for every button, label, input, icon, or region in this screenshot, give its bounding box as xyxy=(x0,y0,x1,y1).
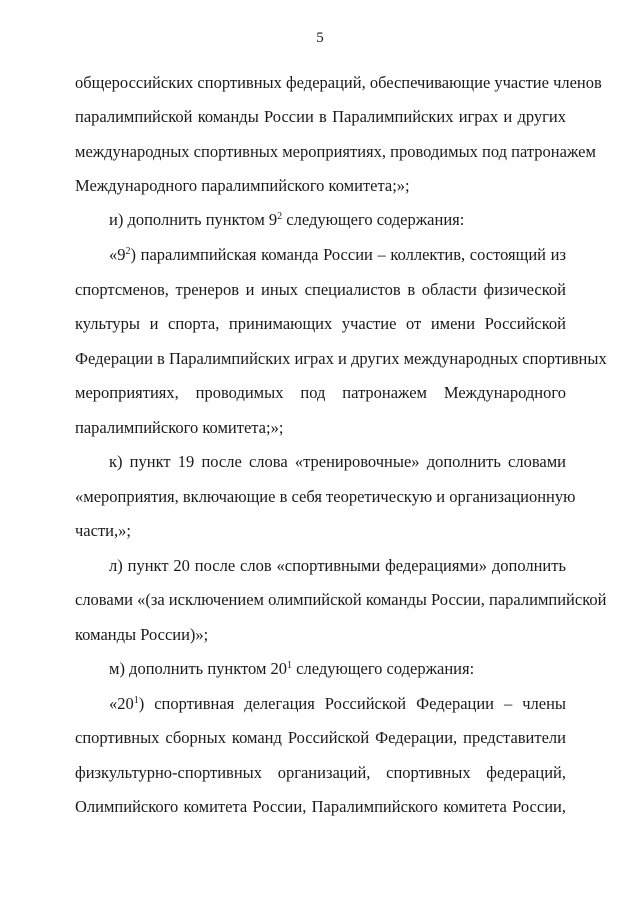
text-line: международных спортивных мероприятиях, проводимых под патронажем xyxy=(75,142,596,161)
text-fragment: ) паралимпийская команда России – коллектив, состоящий из xyxy=(130,245,566,264)
text-fragment: «9 xyxy=(109,245,126,264)
text-line: «мероприятия, включающие в себя теоретическую и организационную xyxy=(75,487,576,506)
text-line-item-i xyxy=(109,210,566,230)
text-line: физкультурно-спортивных организаций, спортивных федераций, xyxy=(75,763,566,782)
text-fragment: и) дополнить пунктом 9 xyxy=(109,210,278,229)
superscript: 2 xyxy=(277,211,283,222)
text-line: Олимпийского комитета России, Паралимпийского комитета России, xyxy=(75,797,566,816)
text-line: Федерации в Паралимпийских играх и других международных спортивных xyxy=(75,349,607,368)
text-line-item-m xyxy=(109,659,566,679)
text-line: культуры и спорта, принимающих участие от имени Российской xyxy=(75,314,566,333)
text-fragment: м) дополнить пунктом 20 xyxy=(109,659,288,678)
text-line: общероссийских спортивных федераций, обеспечивающие участие членов xyxy=(75,73,602,92)
text-line: паралимпийского комитета;»; xyxy=(75,418,284,437)
text-line: Международного паралимпийского комитета;»; xyxy=(75,176,410,195)
text-fragment: следующего содержания: xyxy=(282,210,465,229)
text-fragment: следующего содержания: xyxy=(292,659,475,678)
superscript: 2 xyxy=(125,246,131,257)
text-line-item-l: л) пункт 20 после слов «спортивными федерациями» дополнить xyxy=(109,556,566,575)
text-line-quote-9-2 xyxy=(109,245,566,265)
text-line: спортсменов, тренеров и иных специалистов в области физической xyxy=(75,280,566,299)
text-line: спортивных сборных команд Российской Федерации, представители xyxy=(75,728,566,747)
superscript: 1 xyxy=(133,695,139,706)
superscript: 1 xyxy=(287,660,293,671)
text-line: мероприятиях, проводимых под патронажем Международного xyxy=(75,383,566,402)
text-line: команды России)»; xyxy=(75,625,209,644)
text-line: паралимпийской команды России в Паралимпийских играх и других xyxy=(75,107,566,126)
text-fragment: ) спортивная делегация Российской Федерации – члены xyxy=(138,694,566,713)
text-line: словами «(за исключением олимпийской команды России, паралимпийской xyxy=(75,590,607,609)
text-fragment: «20 xyxy=(109,694,134,713)
page-number: 5 xyxy=(316,30,324,46)
text-line: части,»; xyxy=(75,521,131,540)
text-line-item-k: к) пункт 19 после слова «тренировочные» дополнить словами xyxy=(109,452,566,471)
text-line-quote-20-1 xyxy=(109,694,566,714)
